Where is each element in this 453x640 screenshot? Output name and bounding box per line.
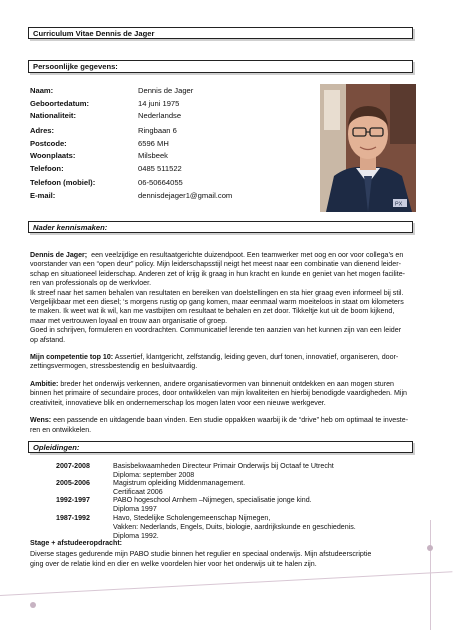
personal-label: Telefoon: bbox=[30, 164, 64, 173]
stage-label: Stage + afstudeeropdracht: bbox=[30, 539, 123, 547]
education-line: Havo, Stedelijke Scholengemeenschap Nijmegen, bbox=[113, 514, 271, 522]
portrait-image bbox=[320, 84, 416, 212]
education-line: PABO hogeschool Arnhem –Nijmegen, specialisatie jonge kind. bbox=[113, 496, 312, 504]
stage-line: Diverse stages gedurende mijn PABO studie binnen het regulier en speciaal onderwijs. Mijn afstudeerscriptie bbox=[30, 550, 372, 559]
decor-dot-left bbox=[30, 602, 36, 608]
wish-text: een passende en uitdagende baan vinden. Een studie oppakken waarbij ik de “drive” heb om optimaal te investe- bbox=[53, 416, 409, 425]
competence-text: Assertief, klantgericht, zelfstandig, leiding geven, durf tonen, innovatief, organiseren, door- bbox=[114, 353, 399, 362]
education-line: Certificaat 2006 bbox=[113, 488, 163, 497]
personal-row bbox=[30, 126, 290, 137]
stage-line: ging over de relatie kind en dier en welke voordelen hier voor het onderwijs uit te halen zijn. bbox=[30, 559, 317, 568]
intro-line bbox=[30, 251, 422, 260]
wish-line: ren en ontwikkelen. bbox=[30, 425, 92, 434]
education-line: Basisbekwaamheden Directeur Primair Onderwijs bij Octaaf te Utrecht bbox=[113, 462, 334, 470]
personal-row bbox=[30, 191, 290, 202]
intro-line: schap en situationeel leiderschap. Anderen zet of krijg ik graag in hun kracht en kunde en geniet van het mogen facilite- bbox=[30, 269, 406, 278]
intro-line: Vergelijkbaar met een diesel; ‘s morgens rustig op gang komen, maar eenmaal warm moeiteloos in staat om kilometers bbox=[30, 298, 404, 307]
intro-line: op afstand. bbox=[30, 335, 66, 344]
education-line: Magistrum opleiding Middenmanagement. bbox=[113, 479, 246, 487]
personal-value: 06-50664055 bbox=[138, 178, 183, 187]
cv-title-box bbox=[28, 27, 413, 39]
personal-value: Ringbaan 6 bbox=[138, 126, 177, 135]
personal-value: dennisdejager1@gmail.com bbox=[138, 191, 233, 200]
decor-dot-right bbox=[427, 545, 433, 551]
personal-row bbox=[30, 86, 290, 97]
personal-row bbox=[30, 151, 290, 162]
stage-block bbox=[30, 539, 422, 569]
personal-label: Postcode: bbox=[30, 139, 67, 148]
personal-label: E-mail: bbox=[30, 191, 56, 200]
intro-line: ren van professionals op de werkvloer. bbox=[30, 279, 152, 288]
intro-line-text: een veelzijdige en resultaatgerichte duizendpoot. Een teamwerker met oog en oor voor collega’s en bbox=[91, 251, 404, 259]
personal-value: Dennis de Jager bbox=[138, 86, 194, 95]
education-section-header bbox=[28, 441, 413, 453]
ambition-line bbox=[30, 380, 422, 389]
education-years: 1987-1992 bbox=[56, 514, 90, 522]
jacket-badge: PX bbox=[395, 201, 403, 208]
personal-value: 0485 511522 bbox=[138, 164, 182, 173]
education-years: 2005-2006 bbox=[56, 479, 90, 487]
intro-line: te maken. Ik weet wat ik wil, kan me vastbijten om resultaat te behalen en zet door. Tikkeltje kut uit de boom kijkend, bbox=[30, 307, 395, 316]
competence-line bbox=[30, 353, 422, 362]
ambition-text: breder het onderwijs verkennen, andere organisatievormen van binnenuit ontdekken en aan mogen sturen bbox=[60, 379, 394, 388]
intro-line: Goed in schrijven, formuleren en voordrachten. Communicatief lerende ten aanzien van het kunnen zijn van een leider bbox=[30, 326, 402, 335]
education-line: Diploma 1997 bbox=[113, 505, 157, 514]
competence-line: zettingsvermogen, stressbestendig en besluitvaardig. bbox=[30, 362, 198, 371]
ambition-label: Ambitie: bbox=[30, 379, 59, 388]
wish-line bbox=[30, 416, 422, 425]
personal-value: 6596 MH bbox=[138, 139, 169, 148]
personal-row bbox=[30, 111, 290, 122]
personal-label: Naam: bbox=[30, 86, 54, 95]
wish-label: Wens: bbox=[30, 416, 52, 425]
intro-line: maar met vertrouwen loyaal en trouw aan organisatie of groep. bbox=[30, 316, 228, 325]
personal-label: Adres: bbox=[30, 126, 55, 135]
ambition-line: creativiteit, innovatieve blik en ondernemerschap los mogen laten voor een nieuwe werkgever. bbox=[30, 398, 326, 407]
personal-row bbox=[30, 99, 290, 110]
intro-line: voorstander van een “open deur” policy. Mijn leiderschapsstijl neigt het meest naar een combinatie van dienend leider- bbox=[30, 260, 401, 269]
personal-value: 14 juni 1975 bbox=[138, 99, 180, 108]
personal-label: Telefoon (mobiel): bbox=[30, 178, 96, 187]
personal-value: Nederlandse bbox=[138, 111, 182, 120]
ambition-line: binnen het primaire of secundaire proces, door ontwikkelen van mijn kwaliteiten en hierbij benodigde vaardigheden. Mijn bbox=[30, 389, 407, 398]
intro-name: Dennis de Jager; bbox=[30, 251, 88, 259]
personal-section-title: Persoonlijke gegevens: bbox=[33, 62, 118, 71]
decor-stripe-left bbox=[0, 571, 452, 596]
personal-label: Woonplaats: bbox=[30, 151, 76, 160]
intro-section-title: Nader kennismaken: bbox=[33, 222, 108, 232]
profile-photo bbox=[320, 84, 416, 212]
education-section-title: Opleidingen: bbox=[33, 442, 80, 452]
education-line: Diploma 1992. bbox=[113, 532, 159, 541]
personal-label: Nationaliteit: bbox=[30, 111, 76, 120]
personal-value: Milsbeek bbox=[138, 151, 168, 160]
personal-row bbox=[30, 178, 290, 189]
cv-title: Curriculum Vitae Dennis de Jager bbox=[33, 28, 155, 38]
personal-row bbox=[30, 164, 290, 175]
decor-stripe-right bbox=[430, 520, 431, 630]
competence-label: Mijn competentie top 10: bbox=[30, 353, 114, 362]
intro-text bbox=[30, 251, 422, 435]
education-line: Vakken: Nederlands, Engels, Duits, biologie, aardrijkskunde en geschiedenis. bbox=[113, 523, 356, 532]
education-years: 1992-1997 bbox=[56, 496, 90, 504]
intro-section-header bbox=[28, 221, 413, 233]
intro-line: Ik streef naar het samen behalen van resultaten en bereiken van doelstellingen en sta hier graag even informeel bij stil. bbox=[30, 288, 404, 297]
education-years: 2007-2008 bbox=[56, 462, 90, 470]
personal-label: Geboortedatum: bbox=[30, 99, 90, 108]
education-line: Diploma: september 2008 bbox=[113, 471, 195, 480]
personal-row bbox=[30, 139, 290, 150]
personal-section-header bbox=[28, 60, 413, 73]
